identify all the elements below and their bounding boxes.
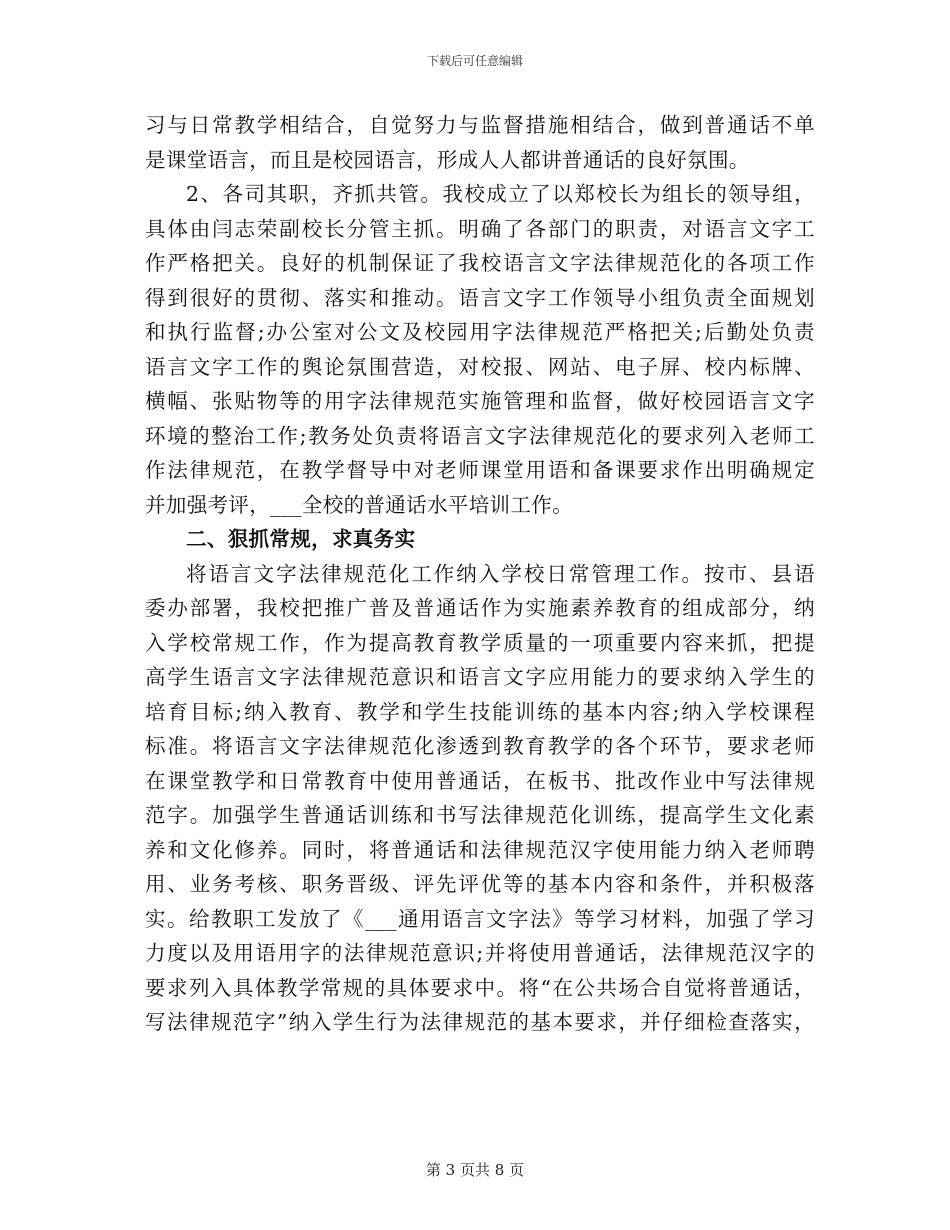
body-line: 语言文字工作的舆论氛围营造，对校报、网站、电子屏、校内标牌、 [145,354,815,379]
body-line: 环境的整治工作;教务处负责将语言文字法律规范化的要求列入老师工 [145,423,815,448]
body-line: 标准。将语言文字法律规范化渗透到教育教学的各个环节，要求老师 [145,734,815,758]
body-line: 高学生语言文字法律规范意识和语言文字应用能力的要求纳入学生的 [145,665,815,689]
body-line: 作法律规范，在教学督导中对老师课堂用语和备课要求作出明确规定 [145,458,815,482]
body-line: 和执行监督;办公室对公文及校园用字法律规范严格把关;后勤处负责 [145,320,815,344]
body-line: 横幅、张贴物等的用字法律规范实施管理和监督，做好校园语言文字 [145,389,815,413]
body-line: 作严格把关。良好的机制保证了我校语言文字法律规范化的各项工作 [145,251,815,275]
body-line: 培育目标;纳入教育、教学和学生技能训练的基本内容;纳入学校课程 [145,699,815,724]
section-heading: 二、狠抓常规，求真务实 [186,527,416,551]
body-line: 写法律规范字”纳入学生行为法律规范的基本要求，并仔细检查落实， [145,1010,815,1034]
body-line: 入学校常规工作，作为提高教育教学质量的一项重要内容来抓，把提 [145,630,815,655]
body-line: 在课堂教学和日常教育中使用普通话，在板书、批改作业中写法律规 [145,768,815,793]
body-line: 得到很好的贯彻、落实和推动。语言文字工作领导小组负责全面规划 [145,285,815,310]
body-line: 养和文化修养。同时，将普通话和法律规范汉字使用能力纳入老师聘 [145,837,815,862]
body-line: 并加强考评，___全校的普通话水平培训工作。 [145,492,573,517]
body-line: 要求列入具体教学常规的具体要求中。将“在公共场合自觉将普通话， [145,975,815,1000]
body-line: 实。给教职工发放了《___通用语言文字法》等学习材料，加强了学习 [145,906,815,931]
body-line: 力度以及用语用字的法律规范意识;并将使用普通话，法律规范汉字的 [145,941,815,965]
body-line: 是课堂语言，而且是校园语言，形成人人都讲普通话的良好氛围。 [145,147,750,172]
paragraph-start-line: 将语言文字法律规范化工作纳入学校日常管理工作。按市、县语 [186,561,815,586]
body-line: 范字。加强学生普通话训练和书写法律规范化训练，提高学生文化素 [145,803,815,827]
document-body [145,108,815,1040]
body-line: 具体由闫志荣副校长分管主抓。明确了各部门的职责，对语言文字工 [145,216,815,241]
body-line: 用、业务考核、职务晋级、评先评优等的基本内容和条件，并积极落 [145,872,815,896]
page-header: 下载后可任意编辑 [426,54,523,68]
paragraph-start-line: 2、各司其职，齐抓共管。我校成立了以郑校长为组长的领导组， [186,182,815,206]
page-number: 第 3 页共 8 页 [425,1161,525,1179]
body-line: 习与日常教学相结合，自觉努力与监督措施相结合，做到普通话不单 [145,113,815,137]
body-line: 委办部署，我校把推广普及普通话作为实施素养教育的组成部分，纳 [145,596,815,620]
